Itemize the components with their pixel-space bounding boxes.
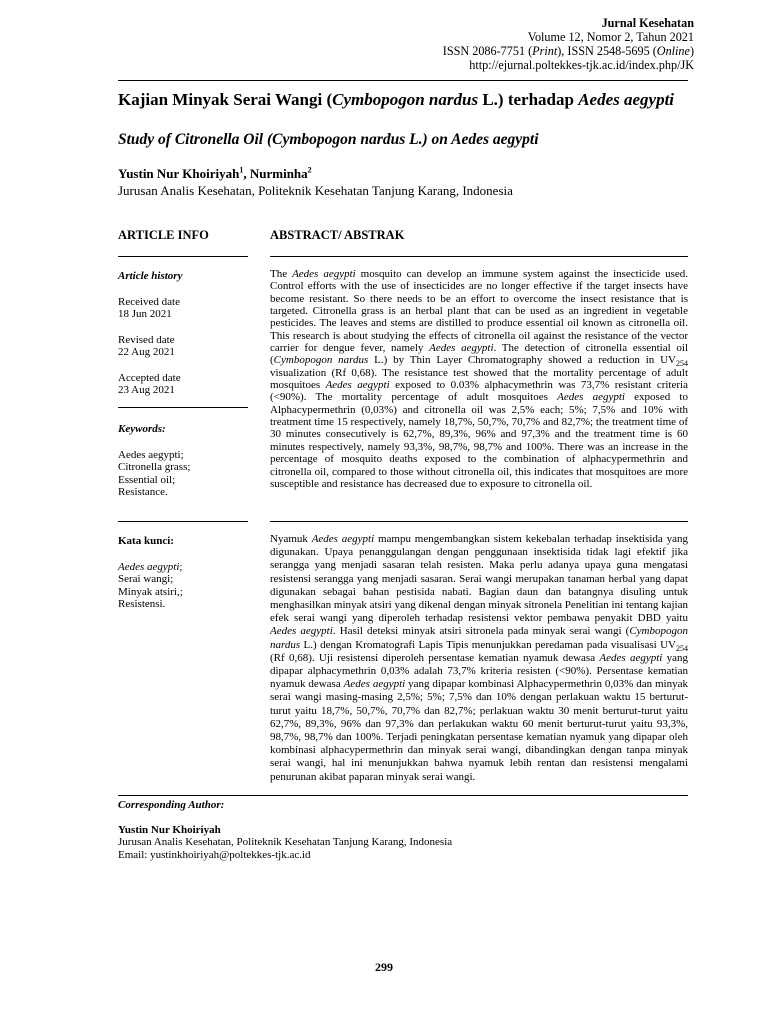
journal-url[interactable]: http://ejurnal.poltekkes-tjk.ac.id/index.php/JK bbox=[469, 58, 694, 72]
kata-kunci-item: Aedes aegypti; bbox=[118, 560, 183, 573]
abstract-rule-2 bbox=[270, 521, 688, 522]
sidebar-rule-3 bbox=[118, 521, 248, 522]
kata-kunci-item: Resistensi. bbox=[118, 598, 166, 610]
received-label: Received date bbox=[118, 295, 180, 308]
abstract-rule-1 bbox=[270, 256, 688, 257]
accepted-date: 23 Aug 2021 bbox=[118, 384, 175, 396]
corresponding-affiliation: Jurusan Analis Kesehatan, Politeknik Kesehatan Tanjung Karang, Indonesia bbox=[118, 836, 453, 848]
corresponding-label: Corresponding Author: bbox=[118, 799, 225, 811]
kata-kunci bbox=[118, 535, 248, 611]
corresponding-rule bbox=[118, 795, 688, 796]
journal-issn: ISSN 2086-7751 (Print), ISSN 2548-5695 (Online) bbox=[442, 44, 694, 58]
journal-name: Jurnal Kesehatan bbox=[601, 16, 694, 30]
page-number: 299 bbox=[375, 960, 393, 974]
keyword-item: Resistance. bbox=[118, 486, 168, 498]
sidebar-rule-2 bbox=[118, 407, 248, 408]
kata-kunci-label: Kata kunci: bbox=[118, 535, 174, 547]
revised-date: 22 Aug 2021 bbox=[118, 346, 175, 358]
received-date: 18 Jun 2021 bbox=[118, 308, 172, 320]
article-history-label: Article history bbox=[118, 270, 183, 282]
article-info-heading: ARTICLE INFO bbox=[118, 228, 209, 242]
abstract-heading: ABSTRACT/ ABSTRAK bbox=[270, 228, 405, 242]
keyword-item: Aedes aegypti; bbox=[118, 448, 184, 461]
header-rule bbox=[118, 80, 688, 81]
paper-title: Kajian Minyak Serai Wangi (Cymbopogon nardus L.) terhadap Aedes aegypti bbox=[118, 90, 675, 109]
accepted-label: Accepted date bbox=[118, 371, 181, 384]
journal-header bbox=[443, 16, 694, 72]
sidebar-rule-1 bbox=[118, 256, 248, 257]
kata-kunci-item: Serai wangi; bbox=[118, 573, 174, 585]
keywords bbox=[118, 423, 248, 499]
revised-label: Revised date bbox=[118, 333, 175, 346]
keywords-label: Keywords: bbox=[118, 423, 166, 435]
author-affiliation: Jurusan Analis Kesehatan, Politeknik Kesehatan Tanjung Karang, Indonesia bbox=[118, 183, 513, 198]
abstract-indonesian: Nyamuk Aedes aegypti mampu mengembangkan sistem kekebalan terhadap insektisida yang digunakan. Upaya penanggulangan dengan penggunaan insektisida tidak lagi efektif jika serangga yang menjadi sasaran telah resisten. Maka perlu adanya upaya guna mengatasi resistensi serangga yang menjadi sasaran. Serai wangi merupakan tanaman herbal yang dapat digunakan sebagai bahan pestisida nabati. Bagian daun dan batangnya disuling untuk menghasilkan minyak atsiri yang dikenal dengan minyak sitronela Penelitian ini tentang kajian efek serai wangi yang diperoleh terhadap resistensi vektor pembawa penyakit DBD yaitu Aedes aegypti. Hasil deteksi minyak atsiri sitronela pada minyak serai wangi (Cymbopogon nardus L.) dengan Kromatografi Lapis Tipis menunjukkan peredaman pada visualisasi $UV_{254}$ (Rf 0,68). Uji resistensi diperoleh persentase kematian nyamuk dewasa Aedes aegypti yang dipapar alphacymethrin 0,03% adalah 73,7% kriteria resisten (<90%). Persentase kematian nyamuk dewasa Aedes aegypti yang dipapar kombinasi Alphacypermethrin 0,03% dan minyak serai wangi masing-masing 2,5%; 5%; 7,5% dan 10% dengan perlakuan waktu 15 berturut-turut yaitu 18,7%, 50,7%, 70,7% dan 82,7%; perlakuan waktu 30 menit berturut-turut yaitu 62,7%, 89,3%, 96% dan 97,3% dan perlakukan waktu 60 menit berturut-turut yaitu 93,3%, 98,7%, 98,7% dan 100%. Terjadi peningkatan persentase kematian nyamuk yang dipapar oleh kombinasi alphacypermethrin dan minyak serai wangi, dibandingkan dengan tanpa minyak serai wangi, hal ini menunjukkan bahwa nyamuk lebih rentan dan resistensi mengalami penurunan akibat paparan minyak serai wangi. bbox=[270, 533, 688, 783]
keyword-item: Citronella grass; bbox=[118, 461, 191, 473]
kata-kunci-item: Minyak atsiri,; bbox=[118, 585, 183, 598]
paper-subtitle: Study of Citronella Oil (Cymbopogon nardus L.) on Aedes aegypti bbox=[118, 131, 539, 148]
abstract-english: The Aedes aegypti mosquito can develop an immune system against the insecticide used. Control efforts with the use of insecticides are no longer effective if the target insects have become resistant. So there needs to be an effort to overcome the insect resistance that is targeted. Citronella grass is an herbal plant that can be used as an ingredient in vegetable pesticides. The leaves and stems are distilled to produce essential oil known as citronella oil. This research is about studying the effects of citronella oil against the resistance of the vector carrier for dengue fever, namely Aedes aegypti. The detection of citronella essential oil (Cymbopogon nardus L.) by Thin Layer Chromatography showed a reduction in $UV_{254}$ visualization (Rf 0,68). The resistance test showed that the mortality percentage of adult mosquitoes Aedes aegypti exposed to 0.03% alphacymethrin was 73,7% resistant criteria (<90%). The mortality percentage of adult mosquitoes Aedes aegypti exposed to Alphacypermethrin (0,03%) and citronella oil was 2,5% each; 5%; 7,5% and 10% with treatment time 15 respectively, namely 18,7%, 50,7%, 70,7% and 82,7%; the treatment time of 30 minutes consecutively is 62,7%, 89,3%, 96% and 97,3% and the treatment time is 60 minutes respectively, namely 93,3%, 98,7%, 98,7% and 100%. There was an increase in the percentage of mosquito deaths exposed to the combination of alphacypermethrin and citronella oil, compared to those without citronella oil, this indicates that mosquitoes are more susceptible and resistance has decreased due to exposure to citronella oil. bbox=[270, 268, 688, 490]
corresponding-author bbox=[118, 799, 452, 861]
keyword-item: Essential oil; bbox=[118, 473, 176, 486]
journal-volume: Volume 12, Nomor 2, Tahun 2021 bbox=[527, 30, 694, 44]
author-list: Yustin Nur Khoiriyah$^1$, Nurminha$^2$ bbox=[118, 165, 312, 181]
article-history bbox=[118, 270, 248, 397]
corresponding-name: Yustin Nur Khoiriyah bbox=[118, 823, 221, 836]
corresponding-email[interactable]: Email: yustinkhoiriyah@poltekkes-tjk.ac.id bbox=[118, 848, 311, 861]
